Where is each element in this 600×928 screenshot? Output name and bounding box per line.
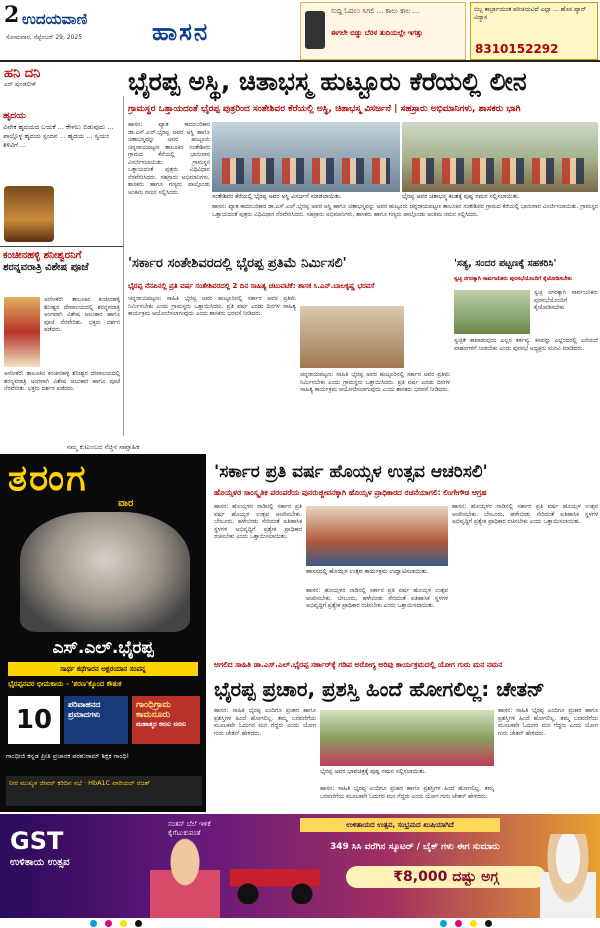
main-strap: ಗ್ರಾಮಸ್ಥರ ಒತ್ತಾಯದಂತೆ ಭೈರಪ್ಪ ಪುತ್ರರಿಂದ ಸಂತೇಶಿವರ ಕೆರೆಯಲ್ಲಿ ಅಸ್ಥಿ, ಚಿತಾಭಸ್ಮ ವಿಸರ್ಜನೆ | ಸಹಸ್ರಾರು ಅಭಿಮಾನಿಗಳು, ಶಾಸಕರು ಭಾಗಿ bbox=[128, 104, 521, 114]
story4-body-cont: ಹಾಸನ: ಹೊಯ್ಸಳರ ನಾಡಿನಲ್ಲಿ ಸರ್ಕಾರ ಪ್ರತಿ ವರ್ಷ ಹೊಯ್ಸಳ ಉತ್ಸವ ಆಚರಿಸಬೇಕು. ಬೇಲೂರು, ಹಳೇಬೀಡು ಸೇರಿದಂತೆ ಐತಿಹಾಸಿಕ ಸ್ಥಳಗಳ ಅಭಿವೃದ್ಧಿಗೆ ಪ್ರತ್ಯೇಕ ಪ್ರಾಧಿಕಾರ ರಚಿಸಬೇಕು ಎಂದು ಒತ್ತಾಯಿಸಲಾಯಿತು. bbox=[306, 588, 448, 609]
story4-caption: ಹಾಸನದಲ್ಲಿ ಹೊಯ್ಸಳ ಉತ್ಸವ ಕಾರ್ಯಕ್ರಮ ಉದ್ಘಾಟಿಸಲಾಯಿತು. bbox=[306, 568, 429, 575]
story3-photo bbox=[454, 290, 530, 334]
story3-box: ಸ್ವಚ್ಛ ನಗರಕ್ಕಾಗಿ ಸಾರ್ವಜನಿಕರು ಪುರಸಭೆಯೊಂದಿಗೆ ಕೈಜೋಡಿಸಬೇಕು bbox=[534, 290, 598, 311]
story3-body: ಸ್ವಚ್ಛತೆ ಕಾಪಾಡುವುದು ಎಲ್ಲರ ಕರ್ತವ್ಯ. ಕಸವನ್ನು ಎಲ್ಲೆಂದರಲ್ಲಿ ಎಸೆಯದೆ ವಾಹನಗಳಿಗೆ ನೀಡಬೇಕು ಎಂದು ಪುರಸಭೆ ಅಧ್ಯಕ್ಷರು ಮನವಿ ಮಾಡಿದರು. bbox=[454, 338, 598, 352]
ad-taranga-magazine[interactable] bbox=[0, 440, 206, 812]
reg-dot bbox=[485, 920, 492, 927]
taranga-foot1: ಗಾಂಧೀಜಿ ಕನ್ನಡ ಪ್ರೀತಿ ಪ್ರಚಾರಕ ಪರಶುರಾಮ್ ಶಿಕ್ಷಕ ಗಾಂಧಿ! bbox=[6, 752, 130, 760]
leader-portrait bbox=[540, 834, 596, 918]
story4-headline: 'ಸರ್ಕಾರ ಪ್ರತಿ ವರ್ಷ ಹೊಯ್ಸಳ ಉತ್ಸವ ಆಚರಿಸಲಿ' bbox=[214, 462, 488, 482]
taranga-row1: ಭೈರಪ್ಪನವರ ಭೀಮಕಾಯ - 'ಶರಣ'ಕ್ಕೊಂದ ಕೌತುಕ bbox=[8, 680, 122, 688]
reg-dot bbox=[135, 920, 142, 927]
story4-strap: ಹೊಯ್ಸಳರ ಸಾಂಸ್ಕೃತಿಕ ಪರಂಪರೆಯ ಪುನರುಜ್ಜೀವನಕ್ಕಾಗಿ ಹೊಯ್ಸಳ ಪ್ರಾಧಿಕಾರದ ರಚನೆಯಾಗಲಿ: ಲಿಂಗೇಗೌಡ ಆಗ್ರಹ bbox=[214, 488, 487, 497]
story5-banner: ಅಗಲಿದ ಸಾಹಿತಿ ಡಾ.ಎಸ್.ಎಲ್.ಭೈರಪ್ಪ ಸರ್ಕಾರ್‌ಕ್ಕೆ ಗಡಿಪ ಅರೋಗ್ಯ ಅರಿವು ಕಾರ್ಯಕ್ರಮದಲ್ಲಿ ಯೋಗ ಗುರು ಮನ ನಮನ bbox=[214, 660, 503, 669]
taranga-box2-sub: ಮಹಾತ್ಮರ ಕನಸು ನನಸು bbox=[136, 720, 187, 728]
main-body: ಹಾಸನ: ಖ್ಯಾತ ಕಾದಂಬರಿಕಾರ ಡಾ.ಎಸ್.ಎಲ್.ಭೈರಪ್ಪ ಅವರ ಅಸ್ಥಿ ಹಾಗೂ ಚಿತಾಭಸ್ಮವನ್ನು ಅವರ ಹುಟ್ಟೂರು ಚನ್ನರಾಯಪಟ್ಟಣ ತಾಲೂಕಿನ ಸಂತೇಶಿವರ ಗ್ರಾಮದ ಕೆರೆಯಲ್ಲಿ ಭಾನುವಾರ ವಿಸರ್ಜಿಸಲಾಯಿತು. ಗ್ರಾಮಸ್ಥರ ಒತ್ತಾಯದಂತೆ ಪುತ್ರರು ವಿಧಿವಿಧಾನ ನೆರವೇರಿಸಿದರು. ಸಹಸ್ರಾರು ಅಭಿಮಾನಿಗಳು, ಶಾಸಕರು ಹಾಗೂ ಗಣ್ಯರು ಪಾಲ್ಗೊಂಡು ಅಂತಿಮ ನಮನ ಸಲ್ಲಿಸಿದರು. bbox=[128, 122, 210, 196]
column-honey bbox=[0, 96, 124, 246]
story2-headline: 'ಸರ್ಕಾರ ಸಂತೇಶಿವರದಲ್ಲಿ ಭೈರಪ್ಪ ಪ್ರತಿಮೆ ನಿರ್ಮಿಸಲಿ' bbox=[128, 256, 347, 271]
photo-lake-immersion bbox=[212, 122, 400, 192]
taranga-foot2: ನೀರ ಮುಖ್ಯಳ ಜೀವರ್ ಕರಿದಿನ ಸಭೆ · HbA1C ವಾರಿಯರ್ ರಜತ್ bbox=[6, 776, 202, 806]
print-registration-marks bbox=[0, 918, 600, 928]
author-portrait bbox=[20, 512, 190, 632]
ad-classified-text: ಬಿಬ್ಬ ಕಾರ್ಬ್ರಾಯಂತ ಪರಿಚಯವಿದೆ ಎಲ್ಲಾ ... ಹೊಸ ಪ್ಯಾನ್ ವಿನ್ಯಾಸ bbox=[474, 6, 587, 21]
column-heading: ಹೃದಯ bbox=[3, 111, 26, 121]
taranga-top: ನಮ್ಮ ಕುಟುಂಬದ ನೆಚ್ಚಿನ ಸಾಪ್ತಾಹಿಕ bbox=[0, 440, 206, 454]
crowd-figures bbox=[412, 158, 588, 184]
story2-body: ಚನ್ನರಾಯಪಟ್ಟಣ: ಸಾಹಿತಿ ಭೈರಪ್ಪ ಅವರ ಹುಟ್ಟೂರಿನಲ್ಲಿ ಸರ್ಕಾರ ಅವರ ಪ್ರತಿಮೆ ನಿರ್ಮಿಸಬೇಕು ಎಂದು ಗ್ರಾಮಸ್ಥರು ಒತ್ತಾಯಿಸಿದರು. ಪ್ರತಿ ವರ್ಷ ಎರಡು ದಿನಗಳ ಸಾಹಿತ್ಯ ಕಾರ್ಯಕ್ರಮ ಆಯೋಜಿಸಲಾಗುವುದು ಎಂದು ಶಾಸಕರು ಭರವಸೆ ನೀಡಿದರು. bbox=[128, 296, 296, 317]
main-headline: ಭೈರಪ್ಪ ಅಸ್ಥಿ, ಚಿತಾಭಸ್ಮ ಹುಟ್ಟೂರು ಕೆರೆಯಲ್ಲಿ ಲೀನ bbox=[128, 67, 527, 96]
story2-body-cont: ಚನ್ನರಾಯಪಟ್ಟಣ: ಸಾಹಿತಿ ಭೈರಪ್ಪ ಅವರ ಹುಟ್ಟೂರಿನಲ್ಲಿ ಸರ್ಕಾರ ಅವರ ಪ್ರತಿಮೆ ನಿರ್ಮಿಸಬೇಕು ಎಂದು ಗ್ರಾಮಸ್ಥರು ಒತ್ತಾಯಿಸಿದರು. ಪ್ರತಿ ವರ್ಷ ಎರಡು ದಿನಗಳ ಸಾಹಿತ್ಯ ಕಾರ್ಯಕ್ರಮ ಆಯೋಜಿಸಲಾಗುವುದು ಎಂದು ಶಾಸಕರು ಭರವಸೆ ನೀಡಿದರು. bbox=[300, 372, 450, 393]
photo2-caption: ಭೈರಪ್ಪ ಅವರ ಚಿತಾಭಸ್ಮ ಕಲಶಕ್ಕೆ ಪುಷ್ಪ ನಮನ ಸಲ್ಲಿಸಲಾಯಿತು. bbox=[402, 193, 520, 200]
story5-caption: ಭೈರಪ್ಪ ಅವರ ಭಾವಚಿತ್ರಕ್ಕೆ ಪುಷ್ಪ ನಮನ ಸಲ್ಲಿಸಲಾಯಿತು. bbox=[320, 768, 427, 775]
gst-strip: ಉಳಿತಾಯದ ಉತ್ಸವ, ಸಂಭ್ರಮದ ಖುಷಿಯಾಗಿದೆ bbox=[300, 818, 500, 832]
temple-body-cont: ಅರಸೀಕೆರೆ: ತಾಲೂಕಿನ ಕಂಚೀನಹಳ್ಳಿ ಶನೀಶ್ವರ ದೇವಾಲಯದಲ್ಲಿ ಶರನ್ನವರಾತ್ರಿ ಅಂಗವಾಗಿ ವಿಶೇಷ ಅಲಂಕಾರ ಹಾಗೂ ಪೂಜೆ ನೆರವೇರಿತು. ಭಕ್ತರು ದರ್ಶನ ಪಡೆದರು. bbox=[4, 371, 120, 392]
story5-photo bbox=[320, 710, 494, 766]
temple-story bbox=[0, 246, 124, 436]
story4-body-col3: ಹಾಸನ: ಹೊಯ್ಸಳರ ನಾಡಿನಲ್ಲಿ ಸರ್ಕಾರ ಪ್ರತಿ ವರ್ಷ ಹೊಯ್ಸಳ ಉತ್ಸವ ಆಚರಿಸಬೇಕು. ಬೇಲೂರು, ಹಳೇಬೀಡು ಸೇರಿದಂತೆ ಐತಿಹಾಸಿಕ ಸ್ಥಳಗಳ ಅಭಿವೃದ್ಧಿಗೆ ಪ್ರತ್ಯೇಕ ಪ್ರಾಧಿಕಾರ ರಚಿಸಬೇಕು ಎಂದು ಒತ್ತಾಯಿಸಲಾಯಿತು. bbox=[452, 504, 598, 525]
ad-classified[interactable] bbox=[470, 2, 598, 60]
page-number: 2 bbox=[4, 2, 20, 28]
gst-sub: ಉಳಿತಾಯ ಉತ್ಸವ bbox=[10, 857, 70, 868]
gst-pledge: ಸಂತಸ್ ಬೆಲೆ ಇಳಿಕೆ ಕೈಗೆಟುಕುವಂತೆ bbox=[168, 820, 211, 837]
story2-strap: ಭೈರಪ್ಪ ನೆನಪಿನಲ್ಲಿ ಪ್ರತಿ ವರ್ಷ ಸಂತೇಶಿವರದಲ್ಲಿ 2 ದಿನ ಸಾಹಿತ್ಯ ಚಟುವಟಿಕೆ: ಶಾಸಕ ಸಿ.ಎನ್.ಬಾಲಕೃಷ್ಣ ಭರವಸೆ bbox=[128, 282, 375, 290]
gst-logo: GST bbox=[10, 827, 64, 855]
reg-dot bbox=[90, 920, 97, 927]
taranga-vara: ವಾರ bbox=[118, 498, 134, 509]
reg-dot bbox=[120, 920, 127, 927]
gst-offer2: ₹8,000 ದಷ್ಟು ಅಗ್ಗ bbox=[346, 866, 546, 888]
dateline: ಸೋಮವಾರ, ಸೆಪ್ಟೆಂಬರ್ 29, 2025 bbox=[6, 34, 83, 41]
story4-photo bbox=[306, 506, 448, 566]
gst-offer1: 349 ಸಿಸಿ ವರೆಗಿನ ಸ್ಕೂಟರ್ / ಬೈಕ್ ಗಳು ಈಗ ಸುಮಾರು bbox=[330, 842, 500, 852]
phone-icon bbox=[305, 11, 325, 49]
temple-heading-2: ಶರನ್ನವರಾತ್ರಿ ವಿಶೇಷ ಪೂಜೆ bbox=[3, 262, 89, 273]
family-photo bbox=[150, 838, 220, 918]
ad-gst-savings[interactable] bbox=[0, 814, 600, 918]
taranga-logo: ತರಂಗ bbox=[8, 458, 88, 499]
crowd-figures bbox=[222, 158, 390, 184]
taranga-cover-name: ಎಸ್.ಎಲ್.ಭೈರಪ್ಪ bbox=[52, 638, 154, 658]
reg-dot bbox=[455, 920, 462, 927]
reg-dot bbox=[440, 920, 447, 927]
story3-headline: 'ಸತ್ಯ, ಸಂದರ ಪಟ್ಟಣಕ್ಕೆ ಸಹಕರಿಸಿ' bbox=[454, 258, 557, 269]
taranga-box2-title: ಗಾಂಧಿಗ್ರಾಮ ಕಾಮನೂರು bbox=[136, 700, 171, 720]
section-title: ಹಾಸನ bbox=[152, 18, 210, 46]
temple-deity-photo bbox=[4, 297, 40, 367]
masthead-brand: ಉದಯವಾಣಿ bbox=[22, 10, 88, 28]
temple-body: ಅರಸೀಕೆರೆ: ತಾಲೂಕಿನ ಕಂಚೀನಹಳ್ಳಿ ಶನೀಶ್ವರ ದೇವಾಲಯದಲ್ಲಿ ಶರನ್ನವರಾತ್ರಿ ಅಂಗವಾಗಿ ವಿಶೇಷ ಅಲಂಕಾರ ಹಾಗೂ ಪೂಜೆ ನೆರವೇರಿತು. ಭಕ್ತರು ದರ್ಶನ ಪಡೆದರು. bbox=[44, 297, 120, 333]
motorcycle-icon bbox=[230, 854, 320, 904]
column-byline: ಎನ್ ಪುಂಡಲೀಕ್ bbox=[4, 81, 37, 88]
page-header bbox=[0, 0, 600, 62]
story4-body: ಹಾಸನ: ಹೊಯ್ಸಳರ ನಾಡಿನಲ್ಲಿ ಸರ್ಕಾರ ಪ್ರತಿ ವರ್ಷ ಹೊಯ್ಸಳ ಉತ್ಸವ ಆಚರಿಸಬೇಕು. ಬೇಲೂರು, ಹಳೇಬೀಡು ಸೇರಿದಂತೆ ಐತಿಹಾಸಿಕ ಸ್ಥಳಗಳ ಅಭಿವೃದ್ಧಿಗೆ ಪ್ರತ್ಯೇಕ ಪ್ರಾಧಿಕಾರ ರಚಿಸಬೇಕು ಎಂದು ಒತ್ತಾಯಿಸಲಾಯಿತು. bbox=[214, 504, 302, 540]
column-text: ವಿವೇಕ ಹೃದಯದ ಬಯಕೆ ... ಕೇಳಲು ಬಿಡುವುದು ... ಪಾಲ್ಗೊಳ್ಳ ಹೃದಯ ಸ್ಪಂದನ ... ಹೃದಯ ... ಸ್ವಯಂ ತಿಳಿವಿಗೆ ... bbox=[3, 123, 114, 149]
ad-app-promo-line2: ಈಗಲೇ ಬಿಡ್ಡು ಬೆರಳ ತುದಿಯಲ್ಲೇ ಇಗತ್ತು bbox=[331, 29, 423, 37]
ad-classified-phone: 8310152292 bbox=[475, 42, 559, 56]
reg-dot bbox=[470, 920, 477, 927]
column-logo-text: ಹನಿ ದನಿ bbox=[4, 66, 41, 81]
taranga-tagline: ಸಾರ್ಥ ಕಥೆಗಾರನ ಅಕ್ಷರಯಾನ ಸಂಪನ್ನ bbox=[8, 662, 198, 676]
story5-body-col3: ಹಾಸನ: ಸಾಹಿತಿ ಭೈರಪ್ಪ ಎಂದಿಗೂ ಪ್ರಚಾರ ಹಾಗೂ ಪ್ರಶಸ್ತಿಗಳ ಹಿಂದೆ ಹೋಗಲಿಲ್ಲ. ತಮ್ಮ ಬರವಣಿಗೆಯ ಮೂಲಕವೇ ಓದುಗರ ಮನ ಗೆದ್ದರು ಎಂದು ಯೋಗ ಗುರು ಚೇತನ್ ಹೇಳಿದರು. bbox=[498, 708, 598, 737]
column-logo bbox=[4, 66, 122, 90]
taranga-top10-badge: 10 bbox=[8, 696, 60, 744]
photo1-caption: ಸಂತೇಶಿವರ ಕೆರೆಯಲ್ಲಿ ಭೈರಪ್ಪ ಅವರ ಅಸ್ಥಿ ವಿಸರ್ಜನೆ ಮಾಡಲಾಯಿತು. bbox=[212, 193, 342, 200]
deity-photo bbox=[4, 186, 54, 242]
taranga-box1: ಪರಿವಾಹನದ ಪ್ರಮಾದಗಳು bbox=[64, 696, 128, 744]
photo-urn-tribute bbox=[402, 122, 598, 192]
story5-headline: ಭೈರಪ್ಪ ಪ್ರಚಾರ, ಪ್ರಶಸ್ತಿ ಹಿಂದೆ ಹೋಗಲಿಲ್ಲ: ಚೇತನ್ bbox=[214, 677, 545, 701]
reg-dot bbox=[105, 920, 112, 927]
ad-app-promo-line1: ಸುದ್ದಿ ಓದಲು ಸಿಗಲಿ ... ಕಾಲು ಕಾಲ ... bbox=[331, 7, 420, 15]
taranga-box2 bbox=[132, 696, 200, 744]
story3-strap: ಸ್ವಚ್ಛ ನಗರಕ್ಕಾಗಿ ಸಾರ್ವಜನಿಕರು ಪುರಸಭೆಯೊಂದಿಗೆ ಕೈಜೋಡಿಸಬೇಕು bbox=[454, 276, 572, 282]
main-body-cont: ಹಾಸನ: ಖ್ಯಾತ ಕಾದಂಬರಿಕಾರ ಡಾ.ಎಸ್.ಎಲ್.ಭೈರಪ್ಪ ಅವರ ಅಸ್ಥಿ ಹಾಗೂ ಚಿತಾಭಸ್ಮವನ್ನು ಅವರ ಹುಟ್ಟೂರು ಚನ್ನರಾಯಪಟ್ಟಣ ತಾಲೂಕಿನ ಸಂತೇಶಿವರ ಗ್ರಾಮದ ಕೆರೆಯಲ್ಲಿ ಭಾನುವಾರ ವಿಸರ್ಜಿಸಲಾಯಿತು. ಗ್ರಾಮಸ್ಥರ ಒತ್ತಾಯದಂತೆ ಪುತ್ರರು ವಿಧಿವಿಧಾನ ನೆರವೇರಿಸಿದರು. ಸಹಸ್ರಾರು ಅಭಿಮಾನಿಗಳು, ಶಾಸಕರು ಹಾಗೂ ಗಣ್ಯರು ಪಾಲ್ಗೊಂಡು ಅಂತಿಮ ನಮನ ಸಲ್ಲಿಸಿದರು. bbox=[212, 204, 598, 218]
ad-app-promo[interactable] bbox=[300, 2, 466, 60]
story5-body: ಹಾಸನ: ಸಾಹಿತಿ ಭೈರಪ್ಪ ಎಂದಿಗೂ ಪ್ರಚಾರ ಹಾಗೂ ಪ್ರಶಸ್ತಿಗಳ ಹಿಂದೆ ಹೋಗಲಿಲ್ಲ. ತಮ್ಮ ಬರವಣಿಗೆಯ ಮೂಲಕವೇ ಓದುಗರ ಮನ ಗೆದ್ದರು ಎಂದು ಯೋಗ ಗುರು ಚೇತನ್ ಹೇಳಿದರು. bbox=[214, 708, 316, 737]
temple-heading-1: ಕಂಚೀನಹಳ್ಳಿ ಶನೀಶ್ವರನಿಗೆ bbox=[3, 250, 82, 261]
story2-photo bbox=[300, 306, 404, 368]
story5-body-cont: ಹಾಸನ: ಸಾಹಿತಿ ಭೈರಪ್ಪ ಎಂದಿಗೂ ಪ್ರಚಾರ ಹಾಗೂ ಪ್ರಶಸ್ತಿಗಳ ಹಿಂದೆ ಹೋಗಲಿಲ್ಲ. ತಮ್ಮ ಬರವಣಿಗೆಯ ಮೂಲಕವೇ ಓದುಗರ ಮನ ಗೆದ್ದರು ಎಂದು ಯೋಗ ಗುರು ಚೇತನ್ ಹೇಳಿದರು. bbox=[320, 786, 494, 800]
